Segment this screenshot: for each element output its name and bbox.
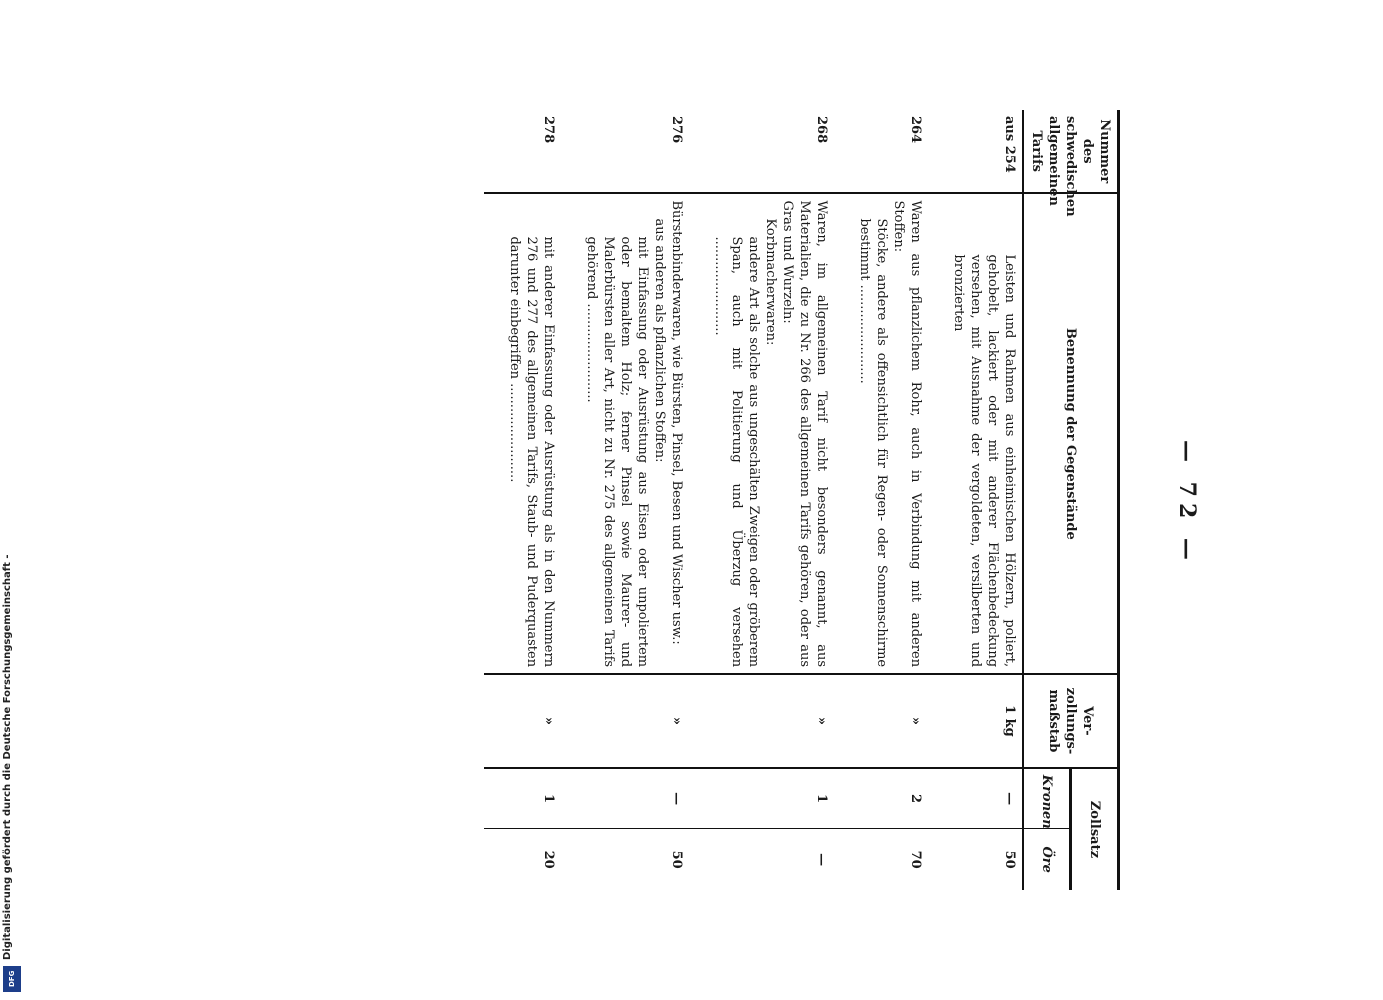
tariff-number: 278 <box>502 110 561 193</box>
rate-oere: 50 <box>669 850 684 869</box>
header-number: Nummer des schwedischen allgemeinen Tarifs <box>1023 110 1119 193</box>
item-description <box>946 193 1023 674</box>
row-spacer <box>561 110 579 890</box>
rate-kronen: 2 <box>852 768 928 829</box>
rate-oere: 70 <box>908 850 923 869</box>
rate-oere: — <box>814 853 829 867</box>
tariff-table <box>484 110 1120 890</box>
item-description <box>502 193 561 674</box>
description-line: aus anderen als pflanzlichen Stoffen: <box>652 218 667 463</box>
row-spacer <box>928 110 946 890</box>
description-line: Bürstenbinderwaren, wie Bürsten, Pinsel, Besen und Wischer usw.: <box>669 200 684 645</box>
row-spacer <box>689 110 707 890</box>
tariff-number: 268 <box>707 110 834 193</box>
description-line: Leisten und Rahmen aus einheimischen Hölzern, poliert, gehobelt, lackiert oder mit anderer Flächenbedeckung versehen, mit Ausnahme der vergoldeten, versilberten und bronzierten <box>951 254 1017 668</box>
page-number: — 72 — <box>1174 440 1200 566</box>
description-line: Waren, im allgemeinen Tarif nicht besonders genannt, aus Materialien, die zu Nr. 266 des allgemeinen Tarifs gehören, oder aus Gras und Wurzeln: <box>780 200 829 668</box>
watermark-text: Digitalisierung gefördert durch die Deutsche Forschungsgemeinschaft - <box>2 554 13 960</box>
tariff-row <box>852 110 928 890</box>
rate-kronen: — <box>946 768 1023 829</box>
item-description <box>707 193 834 674</box>
description-line: andere Art als solche aus ungeschälten Zweigen oder gröberem Span, auch mit Politierung und Überzug versehen ........................ <box>712 236 761 668</box>
rate-oere: 20 <box>541 850 556 869</box>
measure-unit: 1 kg <box>946 674 1023 768</box>
tariff-number: aus 254 <box>946 110 1023 193</box>
tariff-row <box>579 110 689 890</box>
row-spacer <box>834 110 852 890</box>
description-line: Waren aus pflanzlichem Rohr, auch in Verbindung mit anderen Stoffen: <box>891 200 923 668</box>
measure-unit: » <box>852 674 928 768</box>
tariff-row <box>707 110 834 890</box>
header-description: Benennung der Gegenstände <box>1023 193 1119 674</box>
digitization-watermark <box>0 0 26 1000</box>
tariff-row <box>946 110 1023 890</box>
rate-kronen: — <box>579 768 689 829</box>
header-oere: Öre <box>1038 846 1054 873</box>
description-line: mit anderer Einfassung oder Ausrüstung als in den Nummern 276 und 277 des allgemeinen Tarifs, Staub- und Puderquasten darunter einbegriffen ........................ <box>507 236 556 668</box>
tariff-rows <box>484 110 1023 890</box>
rate-kronen: 1 <box>502 768 561 829</box>
tariff-number: 264 <box>852 110 928 193</box>
tariff-row <box>502 110 561 890</box>
measure-unit: » <box>707 674 834 768</box>
measure-unit: » <box>579 674 689 768</box>
item-description <box>852 193 928 674</box>
dfg-logo: DFG <box>3 966 21 992</box>
description-line: Stöcke, andere als offensichtlich für Regen- oder Sonnenschirme bestimmt ........................ <box>857 218 889 668</box>
rotated-page <box>220 110 1200 890</box>
rate-oere: 50 <box>1002 850 1017 869</box>
tariff-number: 276 <box>579 110 689 193</box>
rate-kronen: 1 <box>707 768 834 829</box>
description-line: Korbmacherwaren: <box>763 218 778 346</box>
item-description <box>579 193 689 674</box>
description-line: mit Einfassung oder Ausrüstung aus Eisen oder unpoliertem oder bemaltem Holz; ferner Pinsel sowie Maurer- und Malerbürsten aller Art, nicht zu Nr. 275 des allgemeinen Tarifs gehörend ........................ <box>584 236 650 668</box>
row-spacer <box>484 110 502 890</box>
header-tariff-rate: Zollsatz <box>1070 768 1118 890</box>
header-kronen: Kronen <box>1023 768 1070 829</box>
header-measure: Ver- zollungs- maßstab <box>1023 674 1119 768</box>
measure-unit: » <box>502 674 561 768</box>
